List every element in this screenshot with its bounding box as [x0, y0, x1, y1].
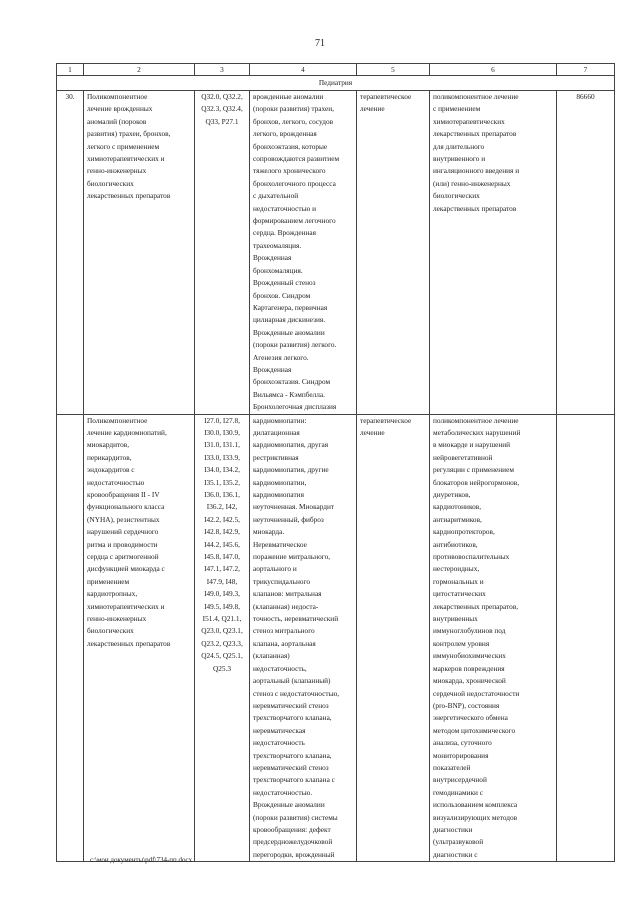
- col-number: 2: [84, 64, 195, 76]
- cell-line: трехстворчатого клапана,: [253, 750, 332, 760]
- cell-line: Q33, P27.1: [205, 116, 239, 126]
- cell-line: клапанов: митральная: [253, 589, 322, 599]
- page-number: 71: [315, 38, 325, 49]
- cell-line: лечение: [360, 104, 385, 114]
- cell-line: лекарственных препаратов: [433, 129, 517, 139]
- cell-line: Q24.5, Q25.1,: [201, 651, 243, 661]
- cell-line: недостаточностью: [87, 477, 145, 487]
- cell-line: маркеров повреждения: [433, 663, 505, 673]
- cell-line: эндокардитов с: [87, 465, 135, 475]
- cell-line: Врожденная: [253, 253, 292, 263]
- cell-line: Неревматическое: [253, 539, 307, 549]
- cell-line: ингаляционного введения и: [433, 166, 520, 176]
- col-number: 7: [557, 64, 615, 76]
- cell-line: анализа, суточного: [433, 738, 492, 748]
- cell-line: Поликомпонентное: [87, 92, 148, 101]
- cell-line: лечение: [360, 427, 385, 437]
- cell-line: лечение кардиомиопатий,: [87, 427, 167, 437]
- cell-line: показателей: [433, 762, 471, 772]
- cell-line: кардиомиопатия, другие: [253, 465, 329, 475]
- table-row: [57, 414, 615, 862]
- row-number: 30.: [57, 91, 84, 415]
- cell-line: сердца. Врожденная: [253, 228, 317, 238]
- cell-line: недостаточность: [253, 738, 305, 748]
- cell-line: I49.5, I49.8,: [204, 601, 240, 611]
- cell-line: (пороки развития) трахеи,: [253, 104, 334, 114]
- cell-line: I49.0, I49.3,: [204, 589, 240, 599]
- cell-line: развития) трахеи, бронхов,: [87, 129, 171, 139]
- cell-line: гормональных и: [433, 576, 484, 586]
- cell-line: (NYHA), резистентных: [87, 514, 160, 524]
- cell-line: рестриктивная: [253, 452, 299, 462]
- cell-line: контролем уровня: [433, 638, 490, 648]
- cell-line: лекарственных препаратов: [433, 203, 517, 213]
- cell-line: I33.0, I33.9,: [204, 452, 240, 462]
- cell-line: для длительного: [433, 141, 485, 151]
- cell-line: трехстворчатого клапана с: [253, 775, 335, 785]
- standard-cost: [557, 414, 615, 862]
- cell-line: бронхолегочного процесса: [253, 178, 336, 188]
- cell-line: тяжелого хронического: [253, 166, 326, 176]
- cell-line: (пороки развития) системы: [253, 812, 338, 822]
- treatment-method: [430, 91, 557, 415]
- cell-line: химиотерапевтических и: [87, 154, 165, 164]
- cell-line: клапана, аортальная: [253, 638, 316, 648]
- cell-line: использованием комплекса: [433, 800, 518, 810]
- cell-line: химиотерапевтических и: [87, 601, 165, 611]
- cell-line: легкого, врожденная: [253, 129, 317, 139]
- cell-line: Картагенера, первичная: [253, 302, 328, 312]
- cell-line: кровообращения II - IV: [87, 490, 160, 499]
- cell-line: блокаторов нейрогормонов,: [433, 477, 520, 487]
- cell-line: Q23.0, Q23.1,: [201, 626, 243, 636]
- cell-line: I47.1, I47.2,: [204, 564, 240, 574]
- cell-line: I36.0, I36.1,: [204, 490, 240, 499]
- cell-line: генно-инженерных: [87, 614, 147, 624]
- cell-line: трехстворчатого клапана,: [253, 713, 332, 723]
- cell-line: гемодинамики с: [433, 787, 483, 797]
- patient-model: [250, 91, 357, 415]
- col-number: 3: [195, 64, 250, 76]
- cell-line: кардиотропных,: [87, 589, 138, 599]
- cell-line: I47.9, I48,: [206, 576, 238, 586]
- cell-line: стеноз с недостаточностью,: [253, 688, 340, 698]
- icd-codes: [195, 91, 250, 415]
- cell-line: кардиомиопатия, другая: [253, 440, 329, 450]
- cell-line: аортального и: [253, 564, 297, 574]
- col-number: 5: [357, 64, 430, 76]
- cell-line: Q25.3: [212, 663, 232, 673]
- cell-line: лекарственных препаратов: [87, 191, 171, 201]
- cell-line: недостаточностью.: [253, 787, 313, 797]
- cell-line: антиаритмиков,: [433, 514, 482, 524]
- col-number: 1: [57, 64, 84, 76]
- cell-line: мониторирования: [433, 750, 489, 760]
- icd-codes: [195, 414, 250, 862]
- cell-line: I36.2, I42,: [206, 502, 238, 512]
- cell-line: сердца с аритмогенной: [87, 552, 159, 562]
- cell-line: миокарда, хронической: [433, 676, 506, 686]
- cell-line: антибиотиков,: [433, 539, 478, 549]
- cell-line: I42.2, I42.5,: [204, 514, 240, 524]
- cell-line: Q23.2, Q23.3,: [201, 638, 243, 648]
- cell-line: бронхоэктазия, которые: [253, 141, 328, 151]
- cell-line: I35.1, I35.2,: [204, 477, 240, 487]
- treatment-type: [357, 91, 430, 415]
- cell-line: I31.0, I31.1,: [204, 440, 240, 450]
- cell-line: биологических: [87, 178, 134, 188]
- cell-line: (пороки развития) легкого.: [253, 340, 337, 350]
- cell-line: поликомпонентное лечение: [433, 415, 519, 425]
- cell-line: точность, неревматический: [253, 614, 339, 624]
- cell-line: миокарда.: [253, 527, 285, 537]
- file-path-footer: c:\мои документы\pdf\734-пп.docx: [90, 856, 193, 864]
- cell-line: бронхомаляция.: [253, 265, 303, 275]
- cell-line: легкого с применением: [87, 141, 160, 151]
- cell-line: поражение митрального,: [253, 552, 331, 562]
- table-row: [57, 91, 615, 415]
- cell-line: химиотерапевтических: [433, 116, 505, 126]
- cell-line: нестероидных,: [433, 564, 480, 574]
- cell-line: диагностики с: [433, 849, 478, 859]
- cell-line: Q32.0, Q32.2,: [201, 92, 243, 101]
- cell-line: биологических: [433, 191, 480, 201]
- cell-line: иммуноглобулинов под: [433, 626, 506, 636]
- medical-care-table: [56, 63, 615, 862]
- cell-line: (ультразвуковой: [433, 837, 484, 847]
- column-number-row: [57, 64, 615, 76]
- cell-line: стеноз митрального: [253, 626, 315, 636]
- cell-line: с применением: [433, 104, 481, 114]
- cell-line: противовоспалительных: [433, 552, 510, 562]
- cell-line: трахеомаляция.: [253, 240, 302, 250]
- cell-line: диуретиков,: [433, 490, 471, 499]
- cell-line: кровообращения: дефект: [253, 824, 331, 834]
- cell-line: лекарственных препаратов,: [433, 601, 519, 611]
- cell-line: неуточненный, фиброз: [253, 514, 324, 524]
- cell-line: (клапанная): [253, 651, 290, 661]
- cell-line: диагностики: [433, 824, 473, 834]
- standard-cost: 86660: [557, 91, 615, 415]
- cell-line: аортальный (клапанный): [253, 676, 331, 686]
- cell-line: бронхов. Синдром: [253, 290, 311, 300]
- cell-line: терапевтическое: [360, 415, 412, 425]
- cell-line: формированием легочного: [253, 216, 336, 226]
- cell-line: Поликомпонентное: [87, 415, 148, 425]
- cell-line: цитостатических: [433, 589, 486, 599]
- row-number: [57, 414, 84, 862]
- col-number: 4: [250, 64, 357, 76]
- cell-line: сердечной недостаточности: [433, 688, 520, 698]
- cell-line: Врожденный стеноз: [253, 278, 316, 288]
- cell-line: кардиомиопатия: [253, 490, 304, 499]
- cell-line: Врожденная: [253, 364, 292, 374]
- cell-line: лекарственных препаратов: [87, 638, 171, 648]
- cell-line: иммунобиохимических: [433, 651, 506, 661]
- cell-line: Врожденные аномалии: [253, 327, 325, 337]
- intervention-name: [84, 414, 195, 862]
- cell-line: Агенезия легкого.: [253, 352, 309, 362]
- cell-line: (pro-BNP), состояния: [433, 700, 500, 710]
- cell-line: I27.0, I27.8,: [204, 415, 240, 425]
- cell-line: бронхов, легкого, сосудов: [253, 116, 334, 126]
- cell-line: I51.4, Q21.1,: [202, 614, 242, 624]
- cell-line: энергетического обмена: [433, 713, 508, 723]
- cell-line: аномалий (пороков: [87, 116, 147, 126]
- cell-line: I44.2, I45.6,: [204, 539, 240, 549]
- cell-line: функционального класса: [87, 502, 165, 512]
- cell-line: в миокарде и нарушений: [433, 440, 511, 450]
- col-number: 6: [430, 64, 557, 76]
- cell-line: метаболических нарушений: [433, 427, 521, 437]
- cell-line: недостаточность,: [253, 663, 307, 673]
- cell-line: недостаточностью и: [253, 203, 317, 213]
- cell-line: нарушений сердечного: [87, 527, 159, 537]
- cell-line: I30.0, I30.9,: [204, 427, 240, 437]
- cell-line: дисфункцией миокарда с: [87, 564, 165, 574]
- cell-line: I45.8, I47.0,: [204, 552, 240, 562]
- treatment-type: [357, 414, 430, 862]
- cell-line: методом цитохимического: [433, 725, 516, 735]
- patient-model: [250, 414, 357, 862]
- cell-line: I34.0, I34.2,: [204, 465, 240, 475]
- cell-line: лечение врожденных: [87, 104, 153, 114]
- cell-line: визуализирующих методов: [433, 812, 518, 822]
- cell-line: кардиомиопатии,: [253, 477, 307, 487]
- cell-line: внутривенных: [433, 614, 478, 624]
- cell-line: цилиарная дискинезия.: [253, 315, 326, 325]
- cell-line: ритма и проводимости: [87, 539, 158, 549]
- cell-line: неревматический стеноз: [253, 700, 329, 710]
- cell-line: миокардитов,: [87, 440, 130, 450]
- cell-line: внутрисердечной: [433, 775, 487, 785]
- cell-line: кардиомиопатии:: [253, 415, 307, 425]
- cell-line: терапевтическое: [360, 92, 412, 101]
- cell-line: неуточненная. Миокардит: [253, 502, 335, 512]
- cell-line: Q32.3, Q32.4,: [201, 104, 243, 114]
- cell-line: внутривенного и: [433, 154, 486, 164]
- cell-line: биологических: [87, 626, 134, 636]
- treatment-method: [430, 414, 557, 862]
- cell-line: кардиотоников,: [433, 502, 482, 512]
- cell-line: поликомпонентное лечение: [433, 92, 519, 101]
- cell-line: нейровегетативной: [433, 452, 493, 462]
- intervention-name: [84, 91, 195, 415]
- cell-line: сопровождаются развитием: [253, 154, 340, 164]
- cell-line: предсердножелудочковой: [253, 837, 333, 847]
- cell-line: I42.8, I42.9,: [204, 527, 240, 537]
- cell-line: врожденные аномалии: [253, 92, 324, 101]
- cell-line: применением: [87, 576, 130, 586]
- section-row: [57, 76, 615, 91]
- cell-line: (клапанная) недоста-: [253, 601, 319, 611]
- cell-line: неревматический стеноз: [253, 762, 329, 772]
- cell-line: бронхоэктазия. Синдром: [253, 377, 331, 387]
- cell-line: (или) генно-инженерных: [433, 178, 511, 188]
- cell-line: трикуспидального: [253, 576, 310, 586]
- section-title: Педиатрия: [57, 76, 615, 91]
- cell-line: перикардитов,: [87, 452, 132, 462]
- cell-line: с дыхательной: [253, 191, 299, 201]
- cell-line: генно-инженерных: [87, 166, 147, 176]
- cell-line: регуляции с применением: [433, 465, 514, 475]
- cell-line: дилатационная: [253, 427, 300, 437]
- cell-line: неревматическая: [253, 725, 306, 735]
- cell-line: Врожденные аномалии: [253, 800, 325, 810]
- cell-line: Бронхолегочная дисплазия: [253, 402, 337, 412]
- cell-line: перегородки, врожденный: [253, 849, 335, 859]
- cell-line: кардиопротекторов,: [433, 527, 495, 537]
- cell-line: Вильямса - Кэмпбелла.: [253, 389, 325, 399]
